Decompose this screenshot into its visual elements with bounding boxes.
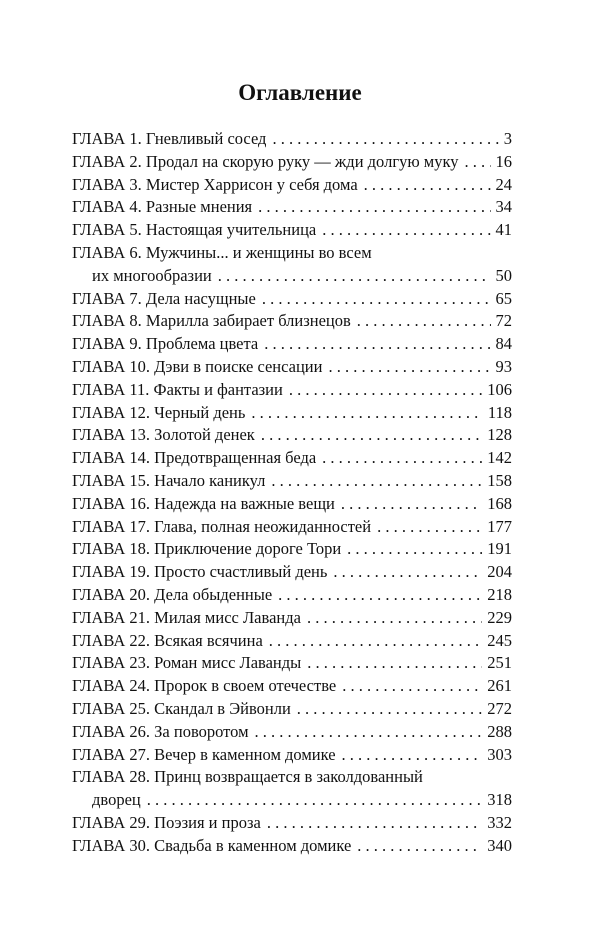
chapter-title: ГЛАВА 8. Марилла забирает близнецов [72,311,351,331]
dot-leader [465,151,491,174]
dot-leader [267,812,482,835]
chapter-title: ГЛАВА 3. Мистер Харрисон у себя дома [72,174,358,194]
dot-leader [147,789,483,812]
page-number: 128 [487,425,512,445]
chapter-title: ГЛАВА 24. Пророк в своем отечестве [72,676,337,696]
page-number: 24 [495,174,512,194]
page-number: 251 [487,653,512,673]
page-title: Оглавление [238,80,362,105]
toc-entry [72,516,512,539]
dot-leader [269,630,482,653]
dot-leader [322,447,482,470]
chapter-title: ГЛАВА 27. Вечер в каменном домике [72,744,336,764]
toc-entry [72,721,512,744]
page-number: 168 [487,493,512,513]
dot-leader [261,424,482,447]
toc-entry [72,356,512,379]
dot-leader [342,675,482,698]
dot-leader [297,698,482,721]
toc-entry [72,174,512,197]
page-number: 16 [495,151,512,171]
chapter-title: ГЛАВА 14. Предотвращенная беда [72,448,317,468]
page-number: 303 [487,744,512,764]
dot-leader [262,288,491,311]
page-number: 34 [495,197,512,217]
dot-leader [218,265,491,288]
page-number: 332 [487,812,512,832]
page-number: 272 [487,698,512,718]
chapter-title: ГЛАВА 7. Дела насущные [72,288,256,308]
chapter-title: ГЛАВА 13. Золотой денек [72,425,255,445]
chapter-title-continuation: их многообразии [92,265,212,285]
toc-entry [72,538,512,561]
toc-entry [72,242,512,288]
toc-entry [72,630,512,653]
page-number: 41 [495,220,512,240]
toc-entry [72,196,512,219]
toc-entry [72,675,512,698]
page-number: 318 [487,790,512,810]
chapter-title: ГЛАВА 17. Глава, полная неожиданностей [72,516,372,536]
table-of-contents [72,128,512,858]
dot-leader [322,219,490,242]
toc-entry [72,288,512,311]
dot-leader [342,744,483,767]
chapter-title: ГЛАВА 18. Приключение дороге Тори [72,539,342,559]
chapter-title: ГЛАВА 22. Всякая всячина [72,630,263,650]
toc-entry [72,470,512,493]
page-number: 50 [495,265,512,285]
page-number: 72 [495,311,512,331]
toc-entry [72,607,512,630]
chapter-title: ГЛАВА 19. Просто счастливый день [72,562,328,582]
dot-leader [251,402,482,425]
page-number: 204 [487,562,512,582]
toc-entry [72,151,512,174]
page-number: 288 [487,721,512,741]
dot-leader [278,584,482,607]
toc-entry [72,652,512,675]
page-number: 65 [495,288,512,308]
chapter-title: ГЛАВА 16. Надежда на важные вещи [72,493,335,513]
page-number: 142 [487,448,512,468]
chapter-title: ГЛАВА 30. Свадьба в каменном домике [72,835,352,855]
page-number: 177 [487,516,512,536]
dot-leader [328,356,490,379]
dot-leader [341,493,482,516]
dot-leader [307,652,482,675]
chapter-title: ГЛАВА 10. Дэви в поиске сенсации [72,356,323,376]
page-number: 118 [487,402,512,422]
toc-entry [72,447,512,470]
dot-leader [364,174,491,197]
dot-leader [289,379,482,402]
toc-entry [72,219,512,242]
chapter-title: ГЛАВА 1. Гневливый сосед [72,129,267,148]
toc-entry [72,698,512,721]
chapter-title: ГЛАВА 9. Проблема цвета [72,334,259,354]
toc-entry [72,561,512,584]
chapter-title: ГЛАВА 12. Черный день [72,402,246,422]
toc-entry [72,766,512,812]
toc-entry [72,402,512,425]
chapter-title: ГЛАВА 26. За поворотом [72,721,249,741]
dot-leader [357,835,482,858]
toc-entry [72,835,512,858]
toc-entry [72,493,512,516]
page-number: 261 [487,676,512,696]
page-number: 158 [487,470,512,490]
chapter-title: ГЛАВА 29. Поэзия и проза [72,812,261,832]
toc-entry [72,812,512,835]
chapter-title: ГЛАВА 23. Роман мисс Лаванды [72,653,302,673]
chapter-title: ГЛАВА 11. Факты и фантазии [72,379,283,399]
dot-leader [347,538,482,561]
page-number: 340 [487,835,512,855]
toc-entry [72,379,512,402]
toc-entry [72,424,512,447]
chapter-title: ГЛАВА 5. Настоящая учительница [72,220,317,240]
dot-leader [357,310,491,333]
chapter-title: ГЛАВА 25. Скандал в Эйвонли [72,698,291,718]
page-number: 218 [487,584,512,604]
page-number: 245 [487,630,512,650]
dot-leader [377,516,482,539]
dot-leader [272,128,498,151]
chapter-title: ГЛАВА 28. Принц возвращается в заколдованный [72,767,423,787]
toc-entry [72,584,512,607]
page-number: 93 [495,356,512,376]
toc-entry [72,744,512,767]
chapter-title: ГЛАВА 2. Продал на скорую руку — жди долгую муку [72,151,459,171]
dot-leader [264,333,490,356]
dot-leader [333,561,482,584]
dot-leader [307,607,482,630]
chapter-title-continuation: дворец [92,790,141,810]
dot-leader [258,196,490,219]
chapter-title: ГЛАВА 15. Начало каникул [72,470,266,490]
chapter-title: ГЛАВА 21. Милая мисс Лаванда [72,607,301,627]
toc-entry [72,333,512,356]
chapter-title: ГЛАВА 4. Разные мнения [72,197,253,217]
toc-entry [72,310,512,333]
page-number: 191 [487,539,512,559]
page-number: 84 [495,334,512,354]
page-number: 229 [487,607,512,627]
toc-entry [72,128,512,151]
page-number: 106 [487,379,512,399]
chapter-title: ГЛАВА 6. Мужчины... и женщины во всем [72,242,372,262]
dot-leader [271,470,482,493]
chapter-title: ГЛАВА 20. Дела обыденные [72,584,273,604]
page-number: 3 [503,129,512,148]
dot-leader [255,721,483,744]
